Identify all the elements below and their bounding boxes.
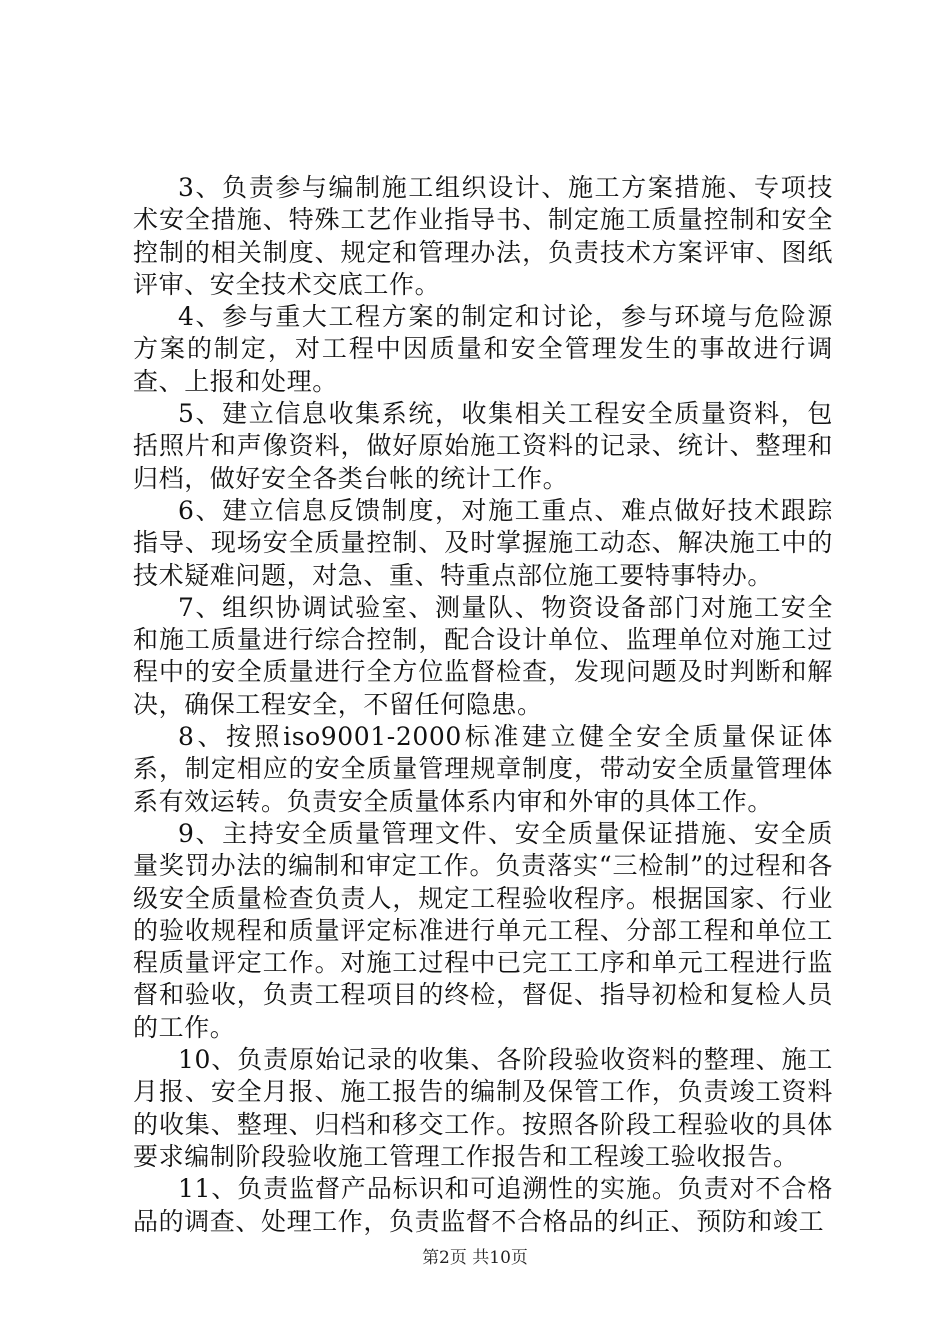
paragraph-3: 3、负责参与编制施工组织设计、施工方案措施、专项技术安全措施、特殊工艺作业指导书、制定施工质量控制和安全控制的相关制度、规定和管理办法，负责技术方案评审、图纸评审、安全技术交底工作。 — [133, 173, 833, 299]
paragraph-8: 8、按照iso9001-2000标准建立健全安全质量保证体系，制定相应的安全质量管理规章制度，带动安全质量管理体系有效运转。负责安全质量体系内审和外审的具体工作。 — [133, 722, 833, 816]
paragraph-10: 10、负责原始记录的收集、各阶段验收资料的整理、施工月报、安全月报、施工报告的编制及保管工作，负责竣工资料的收集、整理、归档和移交工作。按照各阶段工程验收的具体要求编制阶段验收施工管理工作报告和工程竣工验收报告。 — [133, 1045, 833, 1171]
paragraph-11: 11、负责监督产品标识和可追溯性的实施。负责对不合格品的调查、处理工作，负责监督不合格品的纠正、预防和竣工 — [133, 1174, 833, 1236]
paragraph-9: 9、主持安全质量管理文件、安全质量保证措施、安全质量奖罚办法的编制和审定工作。负责落实“三检制”的过程和各级安全质量检查负责人，规定工程验收程序。根据国家、行业的验收规程和质量评定标准进行单元工程、分部工程和单位工程质量评定工作。对施工过程中已完工工序和单元工程进行监督和验收，负责工程项目的终检，督促、指导初检和复检人员的工作。 — [133, 818, 833, 1042]
paragraph-5: 5、建立信息收集系统，收集相关工程安全质量资料，包括照片和声像资料，做好原始施工资料的记录、统计、整理和归档，做好安全各类台帐的统计工作。 — [133, 399, 833, 493]
paragraph-4: 4、参与重大工程方案的制定和讨论，参与环境与危险源方案的制定，对工程中因质量和安全管理发生的事故进行调查、上报和处理。 — [133, 302, 833, 396]
paragraph-7: 7、组织协调试验室、测量队、物资设备部门对施工安全和施工质量进行综合控制，配合设计单位、监理单位对施工过程中的安全质量进行全方位监督检查，发现问题及时判断和解决，确保工程安全，不留任何隐患。 — [133, 592, 833, 719]
page-number-footer: 第2页 共10页 — [422, 1248, 528, 1268]
document-body — [133, 172, 833, 1238]
paragraph-6: 6、建立信息反馈制度，对施工重点、难点做好技术跟踪指导、现场安全质量控制、及时掌握施工动态、解决施工中的技术疑难问题，对急、重、特重点部位施工要特事特办。 — [133, 495, 833, 590]
